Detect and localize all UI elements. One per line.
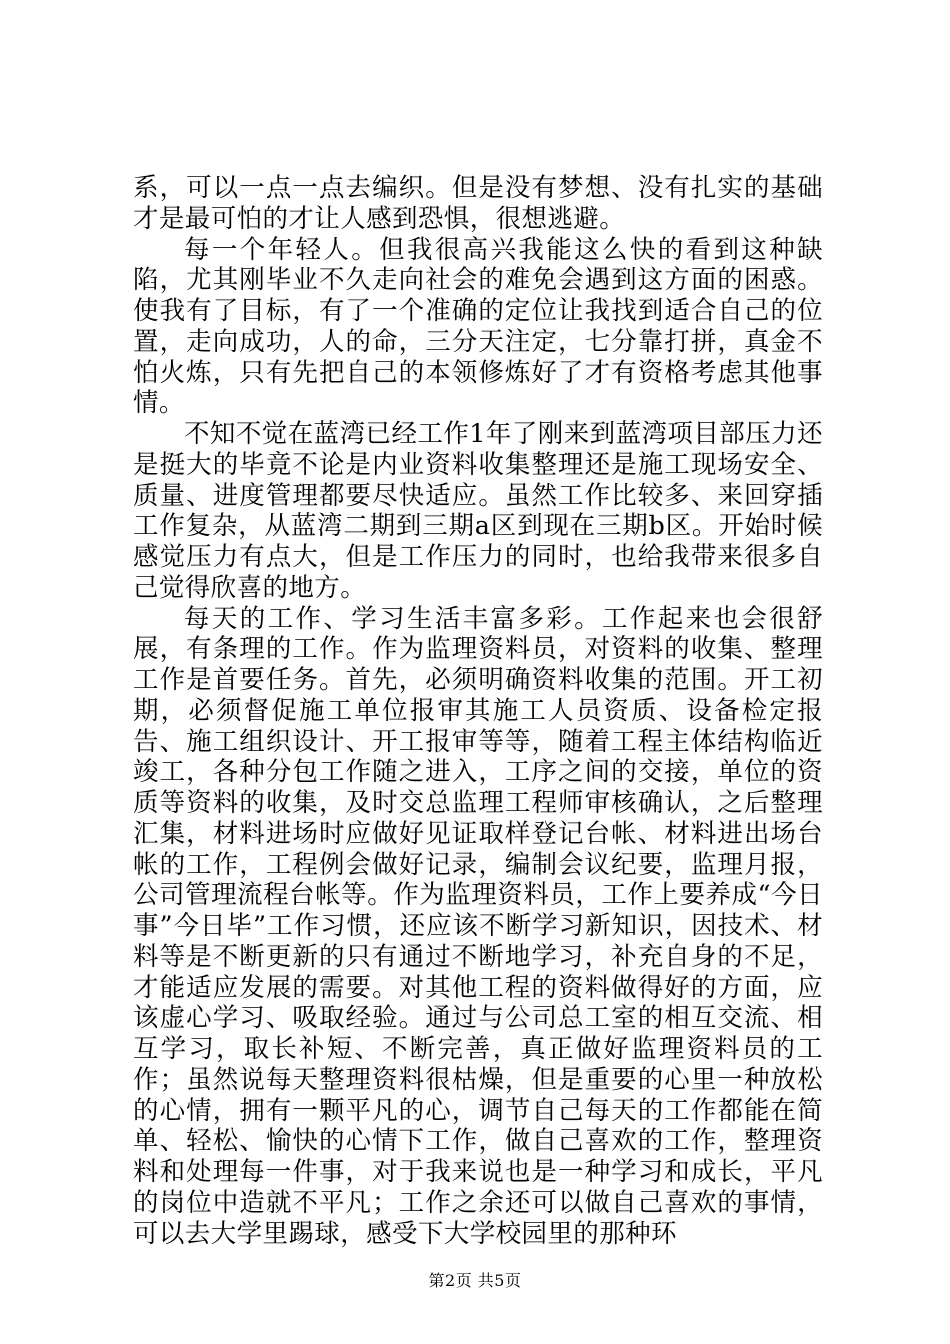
paragraph: 每天的工作、学习生活丰富多彩。工作起来也会很舒展，有条理的工作。作为监理资料员，对资料的收集、整理工作是首要任务。首先，必须明确资料收集的范围。开工初期，必须督促施工单位报审其施工人员资质、设备检定报告、施工组织设计、开工报审等等，随着工程主体结构临近竣工，各种分包工作随之进入，工序之间的交接，单位的资质等资料的收集，及时交总监理工程师审核确认，之后整理汇集，材料进场时应做好见证取样登记台帐、材料进出场台帐的工作，工程例会做好记录，编制会议纪要，监理月报，公司管理流程台帐等。作为监理资料员，工作上要养成“今日事”今日毕”工作习惯，还应该不断学习新知识，因技术、材料等是不断更新的只有通过不断地学习，补充自身的不足，才能适应发展的需要。对其他工程的资料做得好的方面，应该虚心学习、吸取经验。通过与公司总工室的相互交流、相互学习，取长补短、不断完善，真正做好监理资料员的工作；虽然说每天整理资料很枯燥，但是重要的心里一种放松的心情，拥有一颗平凡的心，调节自己每天的工作都能在简单、轻松、愉快的心情下工作，做自己喜欢的工作，整理资料和处理每一件事，对于我来说也是一种学习和成长，平凡的岗位中造就不平凡；工作之余还可以做自己喜欢的事情，可以去大学里踢球，感受下大学校园里的那种环: [133, 603, 823, 1249]
paragraph: 每一个年轻人。但我很高兴我能这么快的看到这种缺陷，尤其刚毕业不久走向社会的难免会遇到这方面的困惑。使我有了目标，有了一个准确的定位让我找到适合自己的位置，走向成功，人的命，三分天注定，七分靠打拼，真金不怕火炼，只有先把自己的本领修炼好了才有资格考虑其他事情。: [133, 234, 823, 419]
paragraph: 不知不觉在蓝湾已经工作1年了刚来到蓝湾项目部压力还是挺大的毕竟不论是内业资料收集整理还是施工现场安全、质量、进度管理都要尽快适应。虽然工作比较多、来回穿插工作复杂，从蓝湾二期到三期a区到现在三期b区。开始时候感觉压力有点大，但是工作压力的同时，也给我带来很多自己觉得欣喜的地方。: [133, 419, 823, 603]
document-body: [133, 173, 823, 1249]
paragraph-continuation: 系，可以一点一点去编织。但是没有梦想、没有扎实的基础才是最可怕的才让人感到恐惧，很想逃避。: [133, 173, 823, 234]
page-number-footer: 第2页 共5页: [428, 1271, 522, 1290]
